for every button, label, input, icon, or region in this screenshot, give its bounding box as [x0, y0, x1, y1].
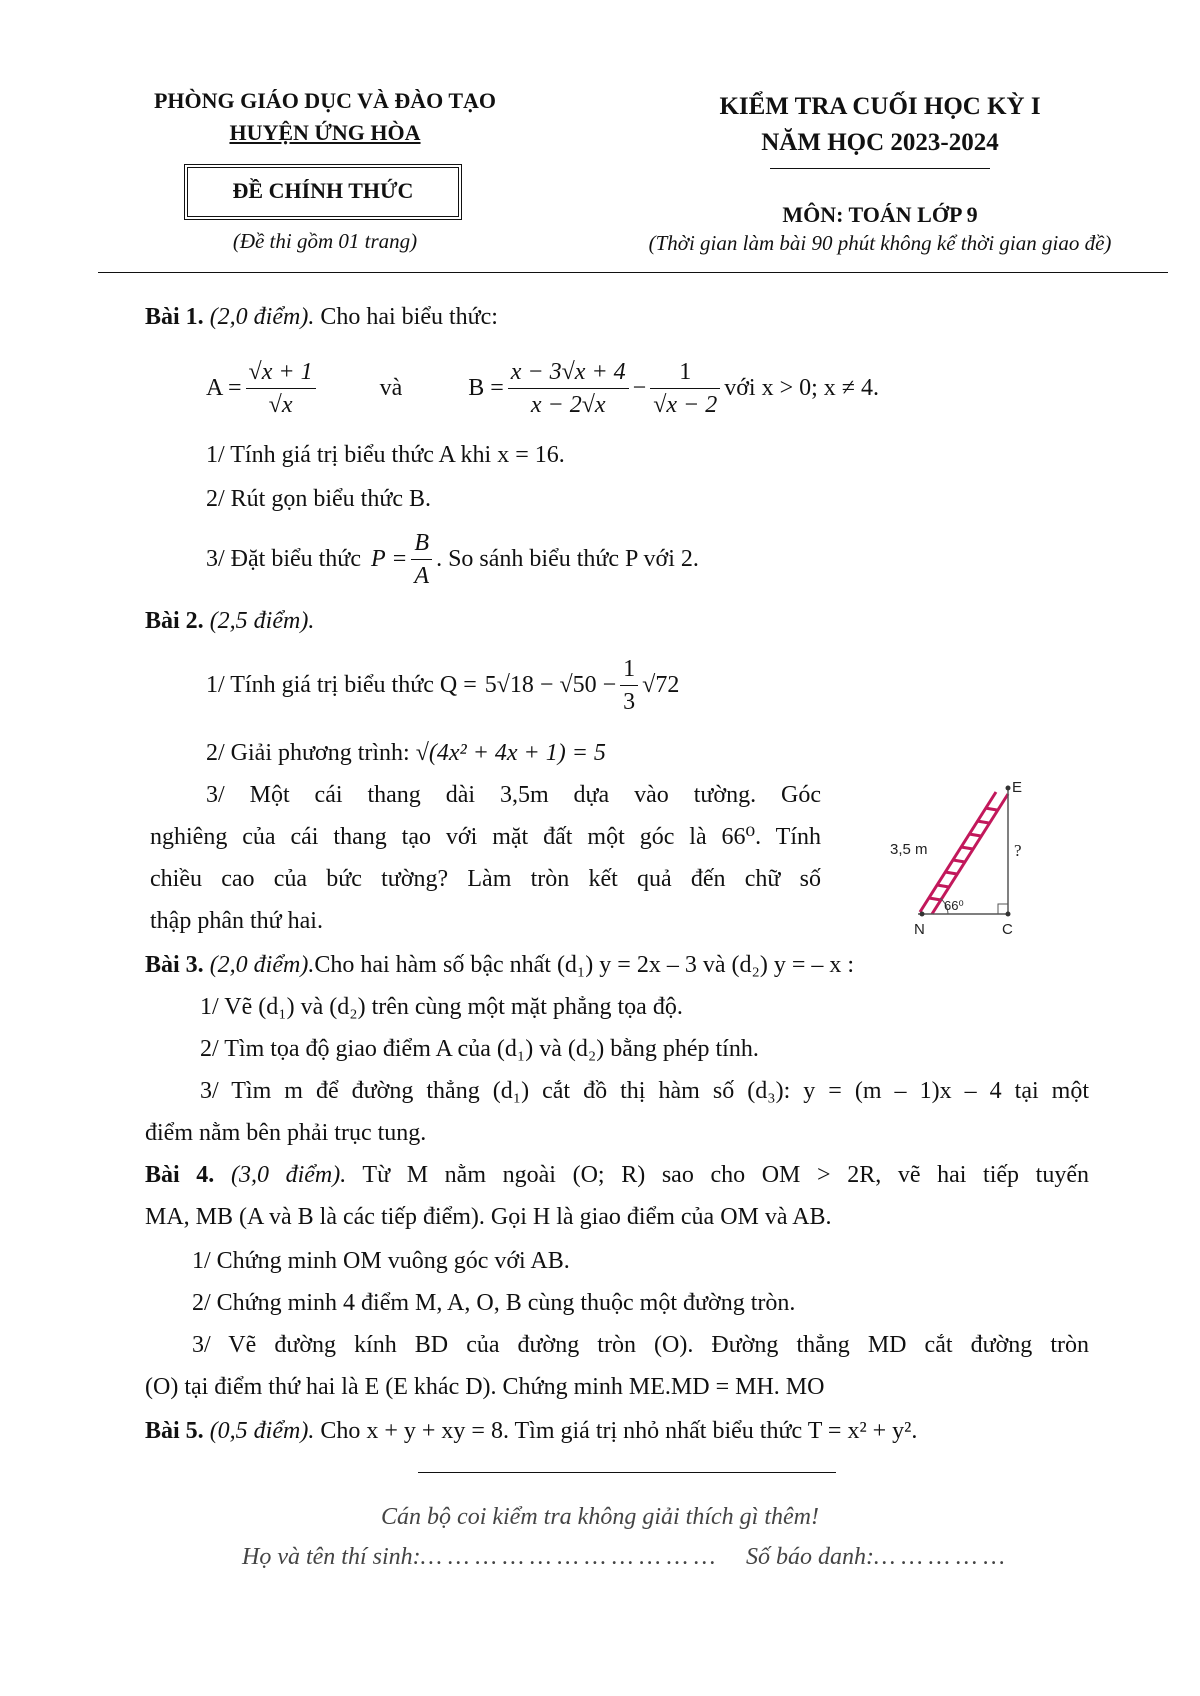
- bai2-q1: [206, 650, 679, 720]
- bai5-title: Bài 5.: [145, 1418, 204, 1444]
- expr-b-label: B =: [468, 375, 504, 401]
- expr-b-denominator-1: x − 2√x: [530, 391, 606, 418]
- bai3-q3-line1: 3/ Tìm m để đường thẳng (d₁) cắt đồ thị hàm số (d₃): y = (m – 1)x – 4 tại một: [200, 1078, 1089, 1104]
- wall-height-question: ?: [1014, 841, 1022, 860]
- header-divider: [98, 272, 1168, 273]
- and-word: và: [379, 375, 403, 401]
- bai4-q3-line2: (O) tại điểm thứ hai là E (E khác D). Chứng minh ME.MD = MH. MO: [145, 1374, 825, 1400]
- point-c-label: C: [1002, 921, 1013, 938]
- expr-a-label: A =: [206, 375, 242, 401]
- bai3-q2: 2/ Tìm tọa độ giao điểm A của (d₁) và (d₂) bằng phép tính.: [200, 1036, 759, 1062]
- point-n-label: N: [914, 921, 925, 938]
- equation: √(4x² + 4x + 1) = 5: [415, 740, 606, 766]
- bai1-intro: Cho hai biểu thức:: [314, 304, 498, 330]
- page-count-note: (Đề thi gồm 01 trang): [232, 229, 418, 253]
- candidate-id-field: Số báo danh:… … … … …: [746, 1544, 1005, 1570]
- bai4-q1: 1/ Chứng minh OM vuông góc với AB.: [192, 1248, 570, 1274]
- bai2-q2-prefix: 2/ Giải phương trình:: [206, 740, 410, 766]
- bai4-q3-line1: 3/ Vẽ đường kính BD của đường tròn (O). Đường thẳng MD cắt đường tròn: [192, 1332, 1089, 1358]
- bai3-q1: 1/ Vẽ (d₁) và (d₂) trên cùng một mặt phẳng tọa độ.: [200, 994, 683, 1020]
- q-fraction: [620, 653, 638, 718]
- bai4-intro-line2: MA, MB (A và B là các tiếp điểm). Gọi H là giao điểm của OM và AB.: [145, 1204, 832, 1230]
- subject: MÔN: TOÁN LỚP 9: [782, 202, 978, 227]
- point-e-label: E: [1012, 780, 1023, 796]
- bai2-q1-prefix: 1/ Tính giá trị biểu thức Q =: [206, 672, 477, 698]
- ladder-length-label: 3,5 m: [890, 841, 928, 858]
- bai2-q3-line4: thập phân thứ hai.: [150, 908, 323, 934]
- bai1-heading: [145, 302, 498, 332]
- p-fraction: [411, 527, 432, 592]
- expr-a-denominator: √x: [268, 391, 293, 418]
- bai2-heading: [145, 606, 314, 636]
- bai3-q3-line2: điểm nằm bên phải trục tung.: [145, 1120, 427, 1146]
- bai5-text: Cho x + y + xy = 8. Tìm giá trị nhỏ nhất biểu thức T = x² + y².: [314, 1418, 918, 1444]
- school-year: NĂM HỌC 2023-2024: [761, 129, 999, 156]
- bai2-q3-line2: nghiêng của cái thang tạo với mặt đất một góc là 66⁰. Tính: [150, 824, 821, 850]
- candidate-name-field: Họ và tên thí sinh:… … … … … … … … … … …: [242, 1544, 716, 1570]
- q-expression-b: √72: [642, 672, 680, 698]
- bai1-q3: [206, 524, 699, 594]
- bai1-q1: 1/ Tính giá trị biểu thức A khi x = 16.: [206, 442, 565, 468]
- expr-b-numerator-1: x − 3√x + 4: [508, 356, 629, 389]
- bai1-title: Bài 1.: [145, 304, 204, 330]
- exam-title: KIỂM TRA CUỐI HỌC KỲ I: [719, 93, 1041, 120]
- angle-label: 66⁰: [944, 898, 964, 913]
- bai2-points: (2,5 điểm).: [209, 608, 315, 634]
- title-underline: [770, 168, 990, 169]
- bai5: [145, 1416, 917, 1446]
- q-expression-a: 5√18 − √50 −: [484, 672, 617, 698]
- bai1-points: (2,0 điểm).: [209, 304, 315, 330]
- expr-b-fraction-1: [508, 356, 629, 421]
- bai4-title: Bài 4.: [145, 1162, 215, 1188]
- bai4-heading: [145, 1160, 1089, 1190]
- bai4-points: (3,0 điểm).: [230, 1162, 347, 1188]
- bai3-title: Bài 3.: [145, 952, 204, 978]
- official-exam-box: [184, 164, 462, 220]
- department-name: PHÒNG GIÁO DỤC VÀ ĐÀO TẠO: [153, 88, 497, 113]
- p-denominator: A: [414, 562, 430, 589]
- minus-sign: −: [632, 375, 647, 401]
- expr-b-numerator-2: 1: [650, 356, 720, 389]
- bai1-q3-prefix: 3/ Đặt biểu thức: [206, 546, 361, 572]
- bai2-q3-line1: 3/ Một cái thang dài 3,5m dựa vào tường. Góc: [206, 782, 821, 808]
- expr-a-numerator: √x + 1: [246, 356, 316, 389]
- p-numerator: B: [411, 527, 432, 560]
- bai1-q2: 2/ Rút gọn biểu thức B.: [206, 486, 431, 512]
- q-fraction-denominator: 3: [623, 688, 636, 715]
- expr-a-fraction: [246, 356, 316, 421]
- official-exam-label: ĐỀ CHÍNH THỨC: [232, 178, 414, 203]
- bai5-points: (0,5 điểm).: [209, 1418, 315, 1444]
- district-name: HUYỆN ỨNG HÒA: [229, 120, 421, 145]
- bai3-intro: Cho hai hàm số bậc nhất (d₁) y = 2x – 3 và (d₂) y = – x :: [314, 952, 855, 978]
- footer-divider: [418, 1472, 836, 1473]
- condition: với x > 0; x ≠ 4.: [724, 375, 879, 401]
- bai1-q3-suffix: . So sánh biểu thức P với 2.: [436, 546, 699, 572]
- bai2-q3-line3: chiều cao của bức tường? Làm tròn kết quả đến chữ số: [150, 866, 821, 892]
- p-label: P =: [370, 546, 408, 572]
- time-note: (Thời gian làm bài 90 phút không kể thời gian giao đề): [648, 231, 1112, 255]
- bai1-expressions: [206, 348, 879, 428]
- expr-b-fraction-2: [650, 356, 720, 421]
- bai2-q2: [206, 738, 606, 768]
- bai3-heading: [145, 950, 854, 980]
- bai2-title: Bài 2.: [145, 608, 204, 634]
- ladder-figure: [890, 780, 1030, 940]
- proctor-note: Cán bộ coi kiểm tra không giải thích gì thêm!: [381, 1504, 819, 1530]
- bai4-q2: 2/ Chứng minh 4 điểm M, A, O, B cùng thuộc một đường tròn.: [192, 1290, 796, 1316]
- q-fraction-numerator: 1: [620, 653, 638, 686]
- expr-b-denominator-2: √x − 2: [653, 391, 718, 418]
- bai3-points: (2,0 điểm).: [209, 952, 315, 978]
- bai4-intro-line1: Từ M nằm ngoài (O; R) sao cho OM > 2R, vẽ hai tiếp tuyến: [346, 1162, 1089, 1188]
